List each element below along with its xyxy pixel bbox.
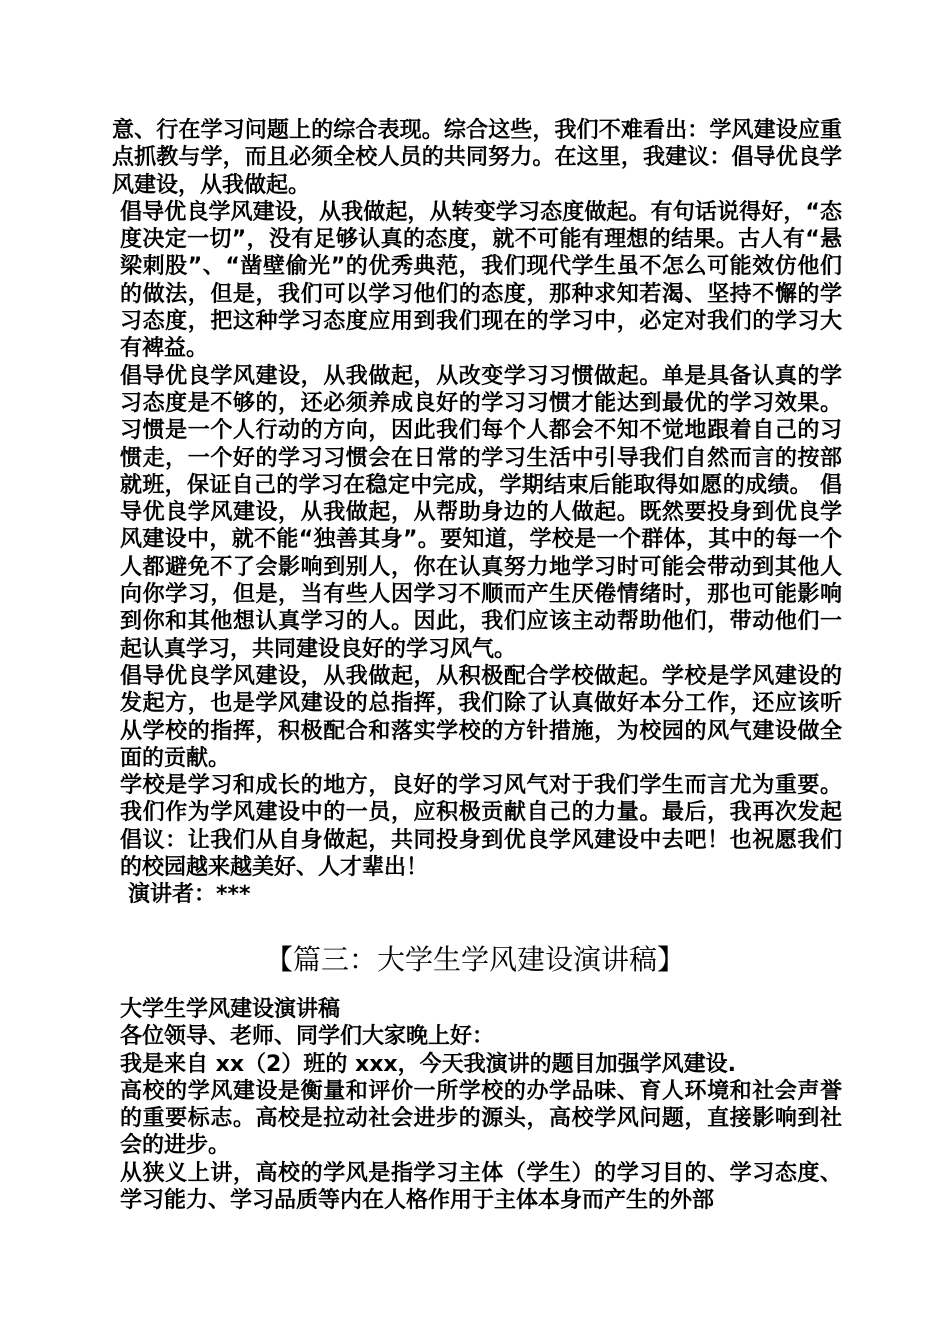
paragraph: 学校是学习和成长的地方，良好的学习风气对于我们学生而言尤为重要。我们作为学风建设中的一员，应积极贡献自己的力量。最后，我再次发起倡议：让我们从自身做起，共同投身到优良学风建设中去吧！也祝愿我们的校园越来越美好、人才辈出！: [120, 773, 842, 881]
greeting: 各位领导、老师、同学们大家晚上好：: [120, 1024, 495, 1050]
section-title: 【篇三：大学生学风建设演讲稿】: [264, 943, 685, 976]
paragraph: 高校的学风建设是衡量和评价一所学校的办学品味、育人环境和社会声誉的重要标志。高校是拉动社会进步的源头，高校学风问题，直接影响到社会的进步。: [120, 1078, 842, 1159]
document-body: [112, 117, 842, 909]
paragraph: 意、行在学习问题上的综合表现。综合这些，我们不难看出：学风建设应重点抓教与学，而且必须全校人员的共同努力。在这里，我建议：倡导优良学风建设，从我做起。: [112, 118, 842, 198]
paragraph: 倡导优良学风建设，从我做起，从转变学习态度做起。有句话说得好，“态度决定一切”，没有足够认真的态度，就不可能有理想的结果。古人有“悬梁刺股”、“凿壁偷光”的优秀典范，我们现代学生虽不怎么可能效仿他们的做法，但是，我们可以学习他们的态度，那种求知若渴、坚持不懈的学习态度，把这种学习态度应用到我们现在的学习中，必定对我们的学习大有裨益。: [120, 199, 842, 362]
paragraph: 从狭义上讲，高校的学风是指学习主体（学生）的学习目的、学习态度、学习能力、学习品质等内在人格作用于主体本身而产生的外部: [120, 1160, 842, 1214]
speech-title: 大学生学风建设演讲稿: [120, 997, 341, 1022]
paragraph: 我是来自 xx（2）班的 xxx，今天我演讲的题目加强学风建设.: [120, 1051, 736, 1077]
paragraph: 倡导优良学风建设，从我做起，从积极配合学校做起。学校是学风建设的发起方，也是学风建设的总指挥，我们除了认真做好本分工作，还应该听从学校的指挥，积极配合和落实学校的方针措施，为校园的风气建设做全面的贡献。: [120, 663, 842, 771]
speaker-line: 演讲者：***: [128, 882, 251, 908]
section-body: [112, 996, 842, 1214]
paragraph: 倡导优良学风建设，从我做起，从改变学习习惯做起。单是具备认真的学习态度是不够的，还必须养成良好的学习习惯才能达到最优的学习效果。习惯是一个人行动的方向，因此我们每个人都会不知不觉地跟着自己的习惯走，一个好的学习习惯会在日常的学习生活中引导我们自然而言的按部就班，保证自己的学习在稳定中完成，学期结束后能取得如愿的成绩。 倡导优良学风建设，从我做起，从帮助身边的人做起。既然要投身到优良学风建设中，就不能“独善其身”。要知道，学校是一个群体，其中的每一个人都避免不了会影响到别人，你在认真努力地学习时可能会带动到其他人向你学习，但是，当有些人因学习不顺而产生厌倦情绪时，那也可能影响到你和其他想认真学习的人。因此，我们应该主动帮助他们，带动他们一起认真学习，共同建设良好的学习风气。: [120, 363, 842, 662]
